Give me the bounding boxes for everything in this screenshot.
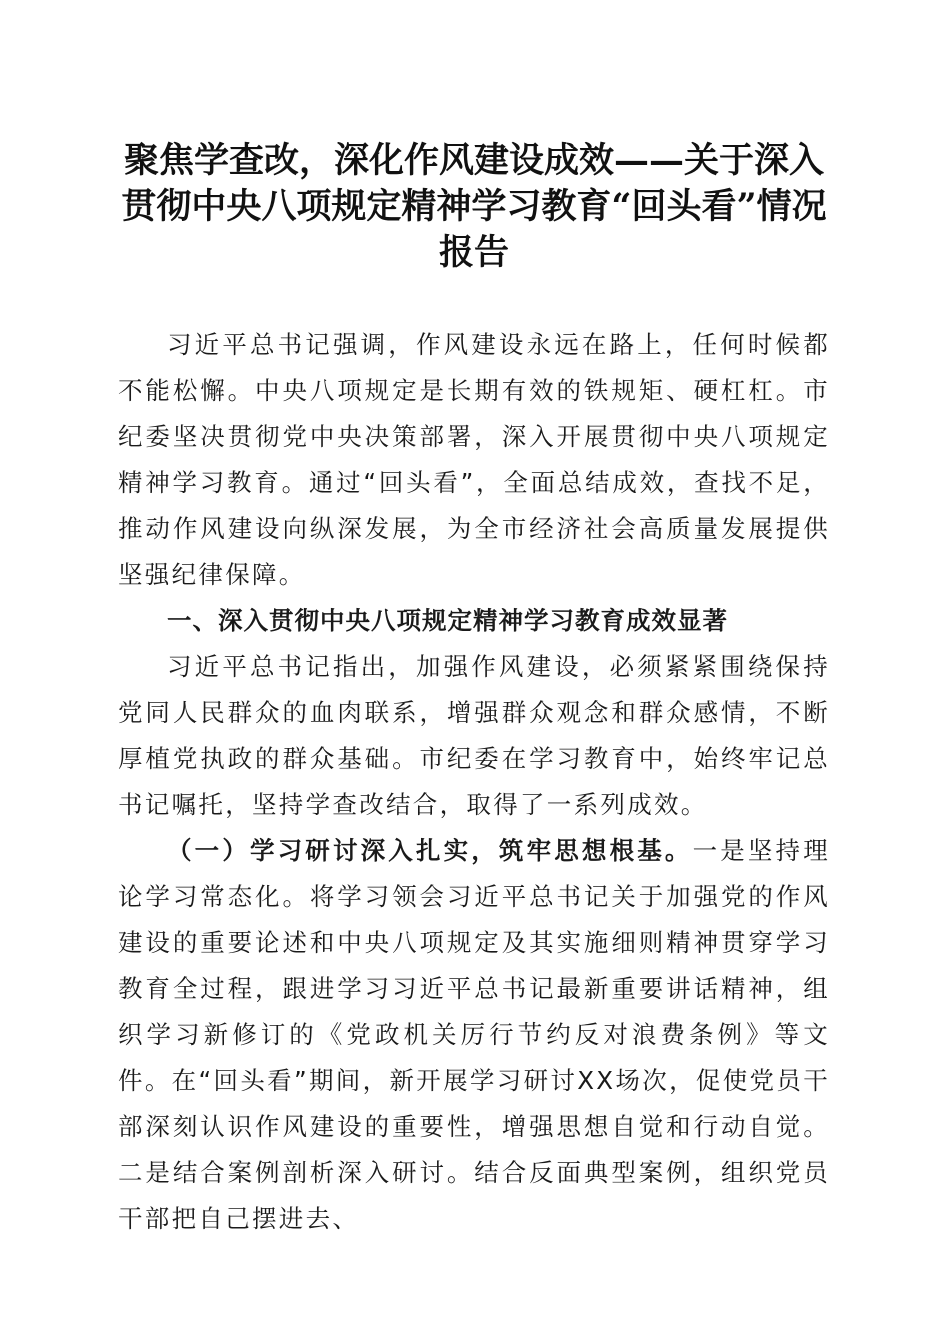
report-body — [118, 322, 830, 1242]
intro-paragraph: 习近平总书记强调，作风建设永远在路上，任何时候都不能松懈。中央八项规定是长期有效的铁规矩、硬杠杠。市纪委坚决贯彻党中央决策部署，深入开展贯彻中央八项规定精神学习教育。通过“回头看”，全面总结成效，查找不足，推动作风建设向纵深发展，为全市经济社会高质量发展提供坚强纪律保障。 — [118, 330, 830, 589]
subsection-1-text: 一是坚持理论学习常态化。将学习领会习近平总书记关于加强党的作风建设的重要论述和中央八项规定及其实施细则精神贯穿学习教育全过程，跟进学习习近平总书记最新重要讲话精神，组织学习新修订的《党政机关厉行节约反对浪费条例》等文件。在“回头看”期间，新开展学习研讨XX场次，促使党员干部深刻认识作风建设的重要性，增强思想自觉和行动自觉。二是结合案例剖析深入研讨。结合反面典型案例，组织党员干部把自己摆进去、 — [118, 836, 831, 1233]
subsection-1-paragraph — [118, 828, 830, 1242]
subsection-1-lead: （一）学习研讨深入扎实，筑牢思想根基。 — [167, 836, 693, 865]
section-heading-1: 一、深入贯彻中央八项规定精神学习教育成效显著 — [167, 606, 728, 635]
report-title: 聚焦学查改，深化作风建设成效——关于深入贯彻中央八项规定精神学习教育“回头看”情况报告 — [121, 140, 827, 273]
section-1-paragraph: 习近平总书记指出，加强作风建设，必须紧紧围绕保持党同人民群众的血肉联系，增强群众观念和群众感情，不断厚植党执政的群众基础。市纪委在学习教育中，始终牢记总书记嘱托，坚持学查改结合，取得了一系列成效。 — [118, 652, 830, 819]
